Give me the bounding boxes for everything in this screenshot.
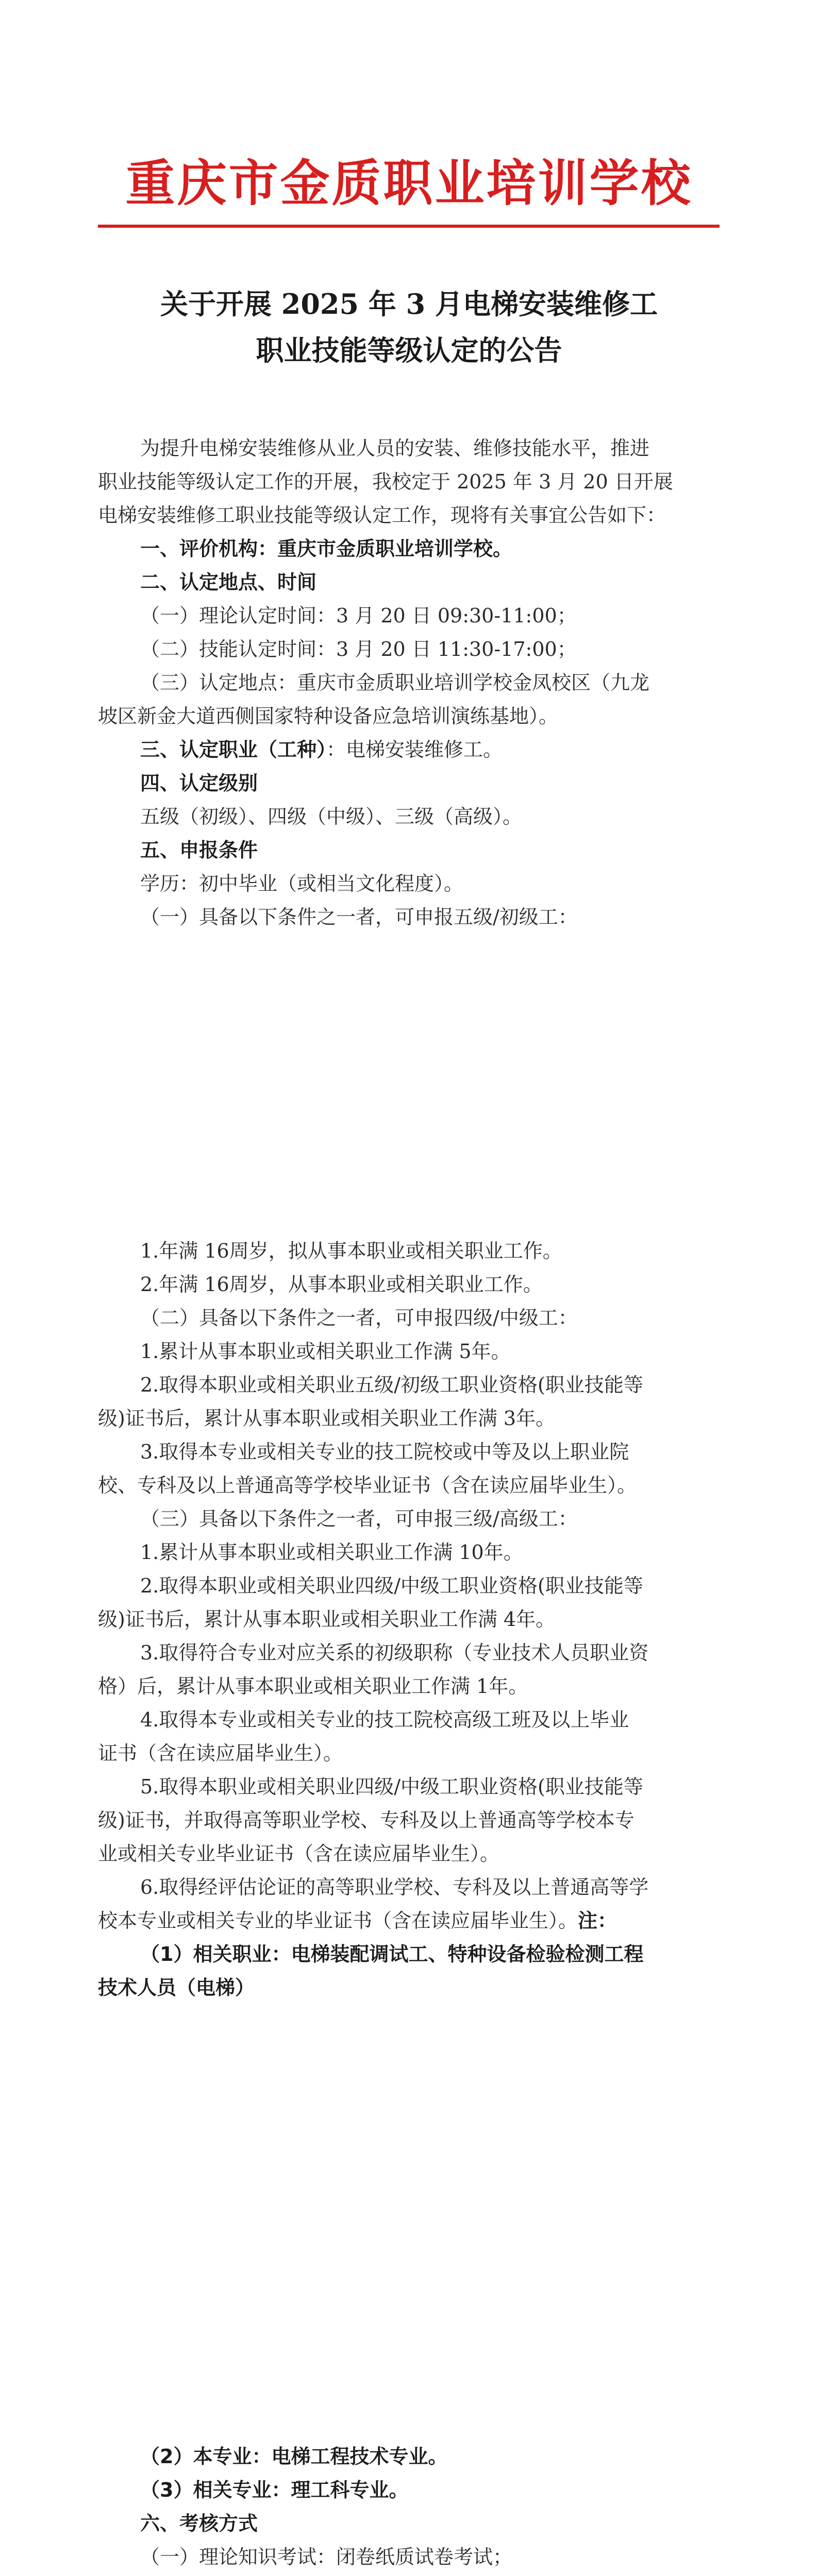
paragraph-line: （三）认定地点：重庆市金质职业培训学校金凤校区（九龙 — [140, 671, 650, 694]
paragraph-line: 2.取得本职业或相关职业五级/初级工职业资格(职业技能等 — [140, 1374, 643, 1396]
paragraph-line: 2.年满 16周岁，从事本职业或相关职业工作。 — [140, 1273, 543, 1296]
note-label: 注： — [578, 1909, 617, 1932]
paragraph-line: 4.取得本专业或相关专业的技工院校高级工班及以上毕业 — [140, 1708, 629, 1731]
paragraph-line: 五级（初级）、四级（中级）、三级（高级）。 — [140, 805, 523, 828]
section-heading: 一、评价机构：重庆市金质职业培训学校。 — [140, 537, 513, 560]
note-item: （1）相关职业：电梯装配调试工、特种设备检验检测工程 — [140, 1943, 644, 1965]
paragraph-line — [98, 1905, 617, 1933]
section-value: ：电梯安装维修工。 — [326, 738, 503, 761]
section-heading: 三、认定职业（工种） — [140, 738, 327, 761]
section-heading: 六、考核方式 — [140, 2512, 258, 2535]
note-item: （3）相关专业：理工科专业。 — [140, 2479, 409, 2501]
paragraph-line: （一）具备以下条件之一者，可申报五级/初级工： — [140, 906, 578, 928]
paragraph-line: （一）理论认定时间：3 月 20 日 09:30-11:00； — [140, 604, 577, 627]
section-heading: 四、认定级别 — [140, 772, 258, 794]
paragraph-line: 2.取得本职业或相关职业四级/中级工职业资格(职业技能等 — [140, 1574, 643, 1597]
paragraph-text: 校本专业或相关专业的毕业证书（含在读应届毕业生）。 — [98, 1909, 578, 1932]
paragraph-line: 级)证书，并取得高等职业学校、专科及以上普通高等学校本专 — [98, 1809, 635, 1832]
paragraph-line: 学历：初中毕业（或相当文化程度）。 — [140, 872, 464, 895]
paragraph-line: （三）具备以下条件之一者，可申报三级/高级工： — [140, 1507, 578, 1530]
paragraph-line: 1.年满 16周岁，拟从事本职业或相关职业工作。 — [140, 1240, 562, 1262]
paragraph-line: 证书（含在读应届毕业生）。 — [98, 1742, 343, 1765]
paragraph-line: 坡区新金大道西侧国家特种设备应急培训演练基地）。 — [98, 705, 559, 727]
title-line-1: 关于开展 2025 年 3 月电梯安装维修工 — [160, 287, 658, 320]
paragraph-line: 3.取得符合专业对应关系的初级职称（专业技术人员职业资 — [140, 1641, 649, 1664]
intro-line: 电梯安装维修工职业技能等级认定工作，现将有关事宜公告如下： — [98, 504, 666, 527]
paragraph-line: 1.累计从事本职业或相关职业工作满 5年。 — [140, 1340, 511, 1363]
paragraph-line: （一）理论知识考试：闭卷纸质试卷考试； — [140, 2546, 513, 2568]
paragraph-line: 级)证书后，累计从事本职业或相关职业工作满 4年。 — [98, 1608, 556, 1631]
paragraph-line: 级)证书后，累计从事本职业或相关职业工作满 3年。 — [98, 1407, 556, 1430]
paragraph-line: 5.取得本职业或相关职业四级/中级工职业资格(职业技能等 — [140, 1775, 643, 1798]
paragraph-line: 业或相关专业毕业证书（含在读应届毕业生）。 — [98, 1842, 500, 1865]
paragraph-line: 6.取得经评估论证的高等职业学校、专科及以上普通高等学 — [140, 1876, 649, 1899]
section-line — [140, 734, 503, 762]
note-item: （2）本专业：电梯工程技术专业。 — [140, 2445, 448, 2468]
org-header: 重庆市金质职业培训学校 — [125, 155, 693, 212]
paragraph-line: （二）具备以下条件之一者，可申报四级/中级工： — [140, 1307, 578, 1329]
header-divider — [98, 225, 720, 228]
paragraph-line: 校、专科及以上普通高等学校毕业证书（含在读应届毕业生）。 — [98, 1474, 637, 1497]
intro-line: 职业技能等级认定工作的开展，我校定于 2025 年 3 月 20 日开展 — [98, 470, 673, 493]
paragraph-line: 3.取得本专业或相关专业的技工院校或中等及以上职业院 — [140, 1440, 629, 1463]
paragraph-line: 1.累计从事本职业或相关职业工作满 10年。 — [140, 1541, 523, 1564]
note-item: 技术人员（电梯） — [98, 1976, 255, 1999]
section-heading: 二、认定地点、时间 — [140, 571, 317, 594]
title-line-2: 职业技能等级认定的公告 — [256, 334, 562, 367]
intro-line: 为提升电梯安装维修从业人员的安装、维修技能水平，推进 — [140, 437, 650, 460]
section-heading: 五、申报条件 — [140, 839, 258, 861]
paragraph-line: 格）后，累计从事本职业或相关职业工作满 1年。 — [98, 1675, 528, 1698]
paragraph-line: （二）技能认定时间：3 月 20 日 11:30-17:00； — [140, 638, 577, 660]
